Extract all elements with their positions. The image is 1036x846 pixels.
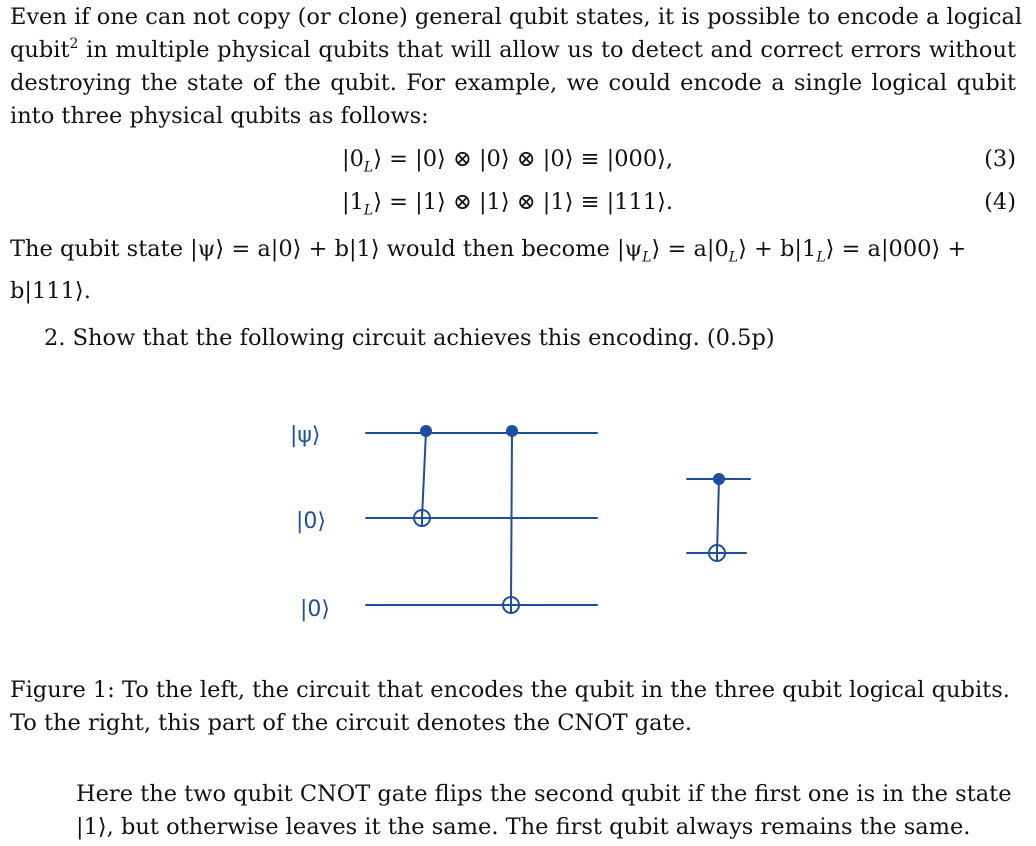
label-zero-a: |0⟩ [296, 509, 326, 534]
caption-line-2: To the right, this part of the circuit denotes the CNOT gate. [10, 710, 693, 736]
equation-3: $|0_L⟩$ = |0⟩ ⊗ |0⟩ ⊗ |0⟩ ≡ |000⟩, [342, 146, 674, 176]
note-line-1: Here the two qubit CNOT gate flips the second qubit if the first one is in the state [76, 781, 1012, 807]
intro-line-1: Even if one can not copy (or clone) general qubit states, it is possible to encode a logical [10, 4, 1023, 30]
state-line-1: The qubit state |ψ⟩ = a|0⟩ + b|1⟩ would then become $|\psi_L⟩$ = $a|0_L⟩$ + $b|1_L⟩$ = a|000⟩ + [10, 236, 967, 266]
question-2: 2. Show that the following circuit achieves this encoding. (0.5p) [44, 325, 775, 351]
cnot-note [76, 778, 1016, 844]
intro-line-4: into three physical qubits as follows: [10, 103, 429, 129]
legend-control-dot [713, 473, 725, 485]
equation-number-4: (4) [984, 189, 1016, 215]
cnot1-connector [422, 431, 426, 518]
cnot2-control-dot [506, 425, 518, 437]
figure-caption [10, 674, 1016, 740]
label-zero-b: |0⟩ [300, 597, 330, 622]
label-psi: |ψ⟩ [290, 423, 321, 448]
footnote-marker[interactable]: 2 [69, 36, 79, 52]
caption-line-1: Figure 1: To the left, the circuit that encodes the qubit in the three qubit logical qubits. [10, 677, 1010, 703]
state-line-2: b|111⟩. [10, 277, 91, 304]
intro-line-2: qubit$^2$ in multiple physical qubits that will allow us to detect and correct errors without [10, 36, 1016, 63]
cnot2-connector [511, 431, 512, 605]
legend-connector [717, 479, 719, 553]
equation-number-3: (3) [984, 146, 1016, 172]
note-line-2: |1⟩, but otherwise leaves it the same. The first qubit always remains the same. [76, 814, 971, 840]
cnot1-control-dot [420, 425, 432, 437]
intro-line-3: destroying the state of the qubit. For example, we could encode a single logical qubit [10, 70, 1016, 96]
equation-4: $|1_L⟩$ = |1⟩ ⊗ |1⟩ ⊗ |1⟩ ≡ |111⟩. [342, 189, 674, 219]
